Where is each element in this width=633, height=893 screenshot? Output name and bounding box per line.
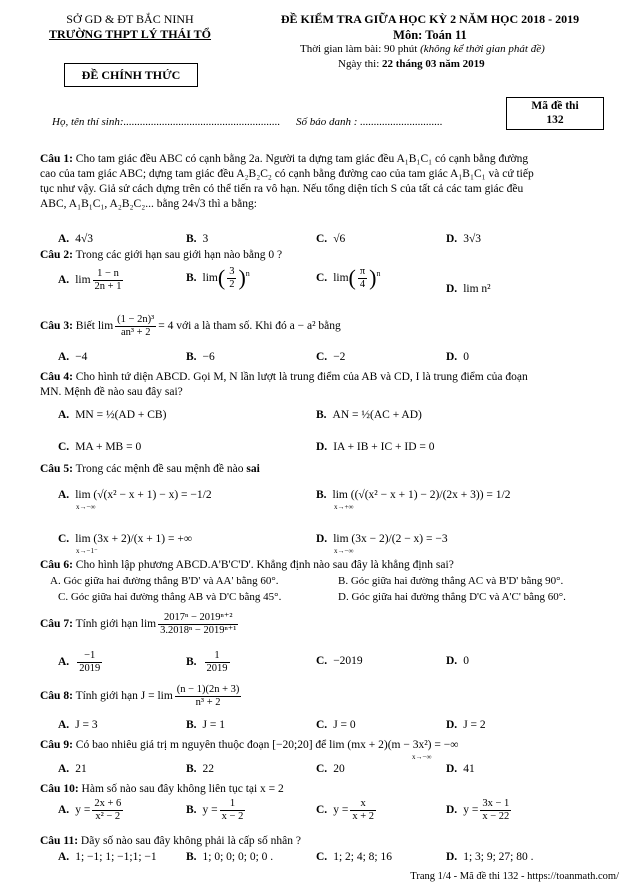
question-1: Câu 1: Cho tam giác đều ABC có cạnh bằng 2a. Người ta dựng tam giác đều A₁B₁C₁ có cạnh bằng đường cao của tam giác ABC; dựng tam giác đều A₂B₂C₂ có cạnh bằng đường cao của tam giác A₁B₁C₁ và cứ tiếp tục như vậy. Giả sử cách dựng trên có thể tiến ra vô hạn. Nếu tổng diện tích S của tất cả các tam giác đều ABC, A₁B₁C₁, A₂B₂C₂... bằng 24√3 thì a bằng: bbox=[40, 153, 534, 210]
q1-option-c[interactable]: C. √6 bbox=[316, 233, 346, 245]
q10-option-a[interactable]: A. y = $\frac{2x + 6}{\text{x² − 2}}$ bbox=[58, 798, 122, 822]
q2-option-b[interactable]: B. lim( $\frac{3}{2}$ )$^n$ bbox=[186, 265, 250, 290]
question-8: Câu 8: Tính giới hạn J = lim $\frac{(n - 1)(2n + 3)}{\text{n³ + 2}}$ bbox=[40, 684, 240, 708]
q3-option-d[interactable]: D. 0 bbox=[446, 351, 469, 363]
q1-option-a[interactable]: A. 4√3 bbox=[58, 233, 93, 245]
q7-option-a[interactable]: A. $\frac{-1}{2019}$ bbox=[58, 650, 101, 674]
question-2: Câu 2: Trong các giới hạn sau giới hạn nào bằng 0 ? bbox=[40, 249, 283, 261]
q11-option-b[interactable]: B. 1; 0; 0; 0; 0; 0 . bbox=[186, 851, 274, 863]
id-line: Số báo danh : .............................. bbox=[296, 116, 443, 128]
q7-option-c[interactable]: C. −2019 bbox=[316, 655, 363, 667]
q10-option-c[interactable]: C. y = $\frac{x}{x + 2}$ bbox=[316, 798, 374, 822]
q2-option-a[interactable]: A. lim $\frac{1 - n}{2n + 1}$ bbox=[58, 268, 122, 292]
exam-code-box: Mã đề thi 132 bbox=[506, 97, 604, 130]
q6-option-a[interactable]: A. Góc giữa hai đường thẳng B'D' và AA' bằng 60°. bbox=[50, 575, 279, 587]
q8-option-a[interactable]: A. J = 3 bbox=[58, 719, 98, 731]
subject: Môn: Toán 11 bbox=[393, 28, 467, 42]
question-6: Câu 6: Cho hình lập phương ABCD.A'B'C'D'. Khẳng định nào sau đây là khẳng định sai? bbox=[40, 559, 454, 571]
q4-option-d[interactable]: D. IA + IB + IC + ID = 0 bbox=[316, 441, 435, 453]
q3-option-a[interactable]: A. −4 bbox=[58, 351, 88, 363]
time-info: Thời gian làm bài: 90 phút (không kể thời gian phát đề) bbox=[300, 43, 545, 55]
official-badge: ĐỀ CHÍNH THỨC bbox=[64, 63, 198, 87]
q7-option-b[interactable]: B. $\frac{1}{2019}$ bbox=[186, 650, 228, 674]
q2-option-c[interactable]: C. lim( $\frac{\pi}{4}$ )$^n$ bbox=[316, 265, 381, 290]
q10-option-b[interactable]: B. y = $\frac{1}{x - 2}$ bbox=[186, 798, 244, 822]
question-5: Câu 5: Trong các mệnh đề sau mệnh đề nào sai bbox=[40, 463, 260, 475]
q3-option-b[interactable]: B. −6 bbox=[186, 351, 215, 363]
q6-option-c[interactable]: C. Góc giữa hai đường thẳng AB và D'C bằng 45°. bbox=[58, 591, 282, 603]
q7-option-d[interactable]: D. 0 bbox=[446, 655, 469, 667]
q9-option-a[interactable]: A. 21 bbox=[58, 763, 87, 775]
q1-option-b[interactable]: B. 3 bbox=[186, 233, 209, 245]
question-10: Câu 10: Hàm số nào sau đây không liên tục tại x = 2 bbox=[40, 783, 284, 795]
question-9: Câu 9: Có bao nhiêu giá trị m nguyên thuộc đoạn [−20;20] để lim (mx + 2)(m − 3x²) = −∞ x→−∞ bbox=[40, 739, 459, 761]
q5-option-b[interactable]: B. lim ((√(x² − x + 1) − 2)/(2x + 3)) = 1/2 x→+∞ bbox=[316, 489, 511, 511]
q9-option-c[interactable]: C. 20 bbox=[316, 763, 345, 775]
exam-title: ĐỀ KIỂM TRA GIỮA HỌC KỲ 2 NĂM HỌC 2018 - 2019 bbox=[280, 12, 580, 26]
school-name: TRƯỜNG THPT LÝ THÁI TỔ bbox=[48, 27, 212, 41]
q5-option-c[interactable]: C. lim (3x + 2)/(x + 1) = +∞ x→−1⁻ bbox=[58, 533, 193, 555]
q4-option-b[interactable]: B. AN = ½(AC + AD) bbox=[316, 409, 422, 421]
q6-option-d[interactable]: D. Góc giữa hai đường thẳng D'C và A'C' bằng 60°. bbox=[338, 591, 566, 603]
q11-option-d[interactable]: D. 1; 3; 9; 27; 80 . bbox=[446, 851, 534, 863]
q10-option-d[interactable]: D. y = $\frac{3x - 1}{x - 22}$ bbox=[446, 798, 510, 822]
q4-option-c[interactable]: C. MA + MB = 0 bbox=[58, 441, 142, 453]
question-11: Câu 11: Dãy số nào sau đây không phải là cấp số nhân ? bbox=[40, 835, 301, 847]
q5-option-a[interactable]: A. lim (√(x² − x + 1) − x) = −1/2 x→−∞ bbox=[58, 489, 212, 511]
q8-option-d[interactable]: D. J = 2 bbox=[446, 719, 486, 731]
q6-option-b[interactable]: B. Góc giữa hai đường thẳng AC và B'D' bằng 90°. bbox=[338, 575, 564, 587]
q9-option-d[interactable]: D. 41 bbox=[446, 763, 475, 775]
exam-date: Ngày thi: 22 tháng 03 năm 2019 bbox=[338, 58, 485, 70]
q11-option-a[interactable]: A. 1; −1; 1; −1;1; −1 bbox=[58, 851, 157, 863]
q5-option-d[interactable]: D. lim (3x − 2)/(2 − x) = −3 x→−∞ bbox=[316, 533, 448, 555]
q9-option-b[interactable]: B. 22 bbox=[186, 763, 215, 775]
question-4: Câu 4: Cho hình tứ diện ABCD. Gọi M, N lần lượt là trung điểm của AB và CD, I là trung điểm của đoạn MN. Mệnh đề nào sau đây sai? bbox=[40, 371, 528, 398]
q3-option-c[interactable]: C. −2 bbox=[316, 351, 346, 363]
q11-option-c[interactable]: C. 1; 2; 4; 8; 16 bbox=[316, 851, 392, 863]
question-7: Câu 7: Tính giới hạn lim $\frac{\text{2017ⁿ − 2019ⁿ⁺²}}{\text{3.2018ⁿ − 2019ⁿ⁺¹}}$ bbox=[40, 612, 237, 636]
q8-option-b[interactable]: B. J = 1 bbox=[186, 719, 226, 731]
question-3: Câu 3: Biết lim $\frac{\text{(1 − 2n)³}}{\text{an³ + 2}}$ = 4 với a là tham số. Khi đó a − a² bằng bbox=[40, 314, 341, 338]
q8-option-c[interactable]: C. J = 0 bbox=[316, 719, 356, 731]
q4-option-a[interactable]: A. MN = ½(AD + CB) bbox=[58, 409, 167, 421]
name-line: Họ, tên thí sinh:......................................................... bbox=[52, 116, 281, 128]
q2-option-d[interactable]: D. lim n² bbox=[446, 283, 491, 295]
q1-option-d[interactable]: D. 3√3 bbox=[446, 233, 481, 245]
dept-name: SỞ GD & ĐT BẮC NINH bbox=[66, 12, 194, 26]
page-footer: Trang 1/4 - Mã đề thi 132 - https://toanmath.com/ bbox=[410, 871, 619, 882]
